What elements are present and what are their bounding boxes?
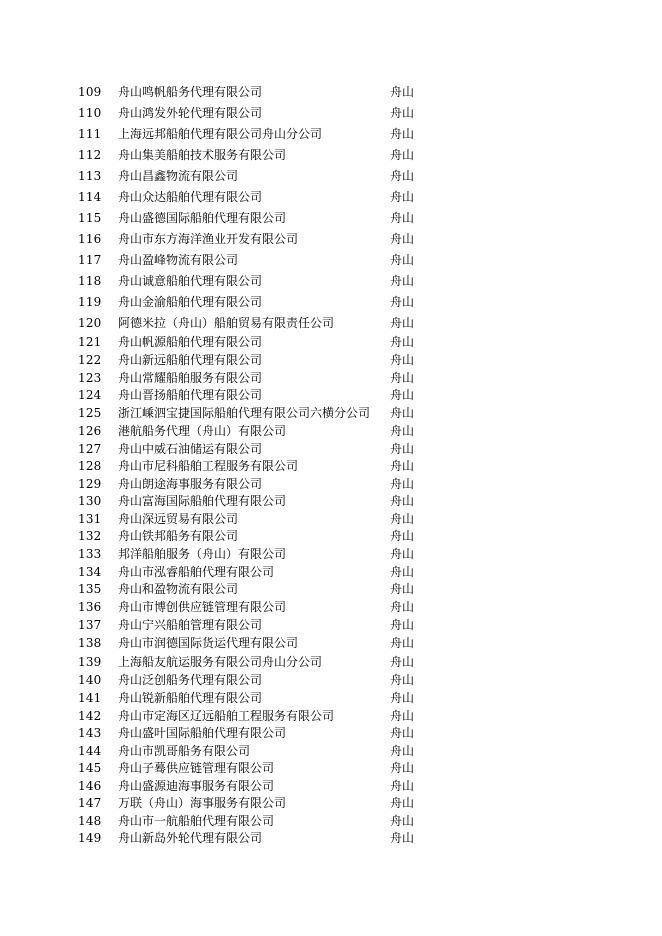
city: 舟山: [390, 796, 415, 810]
row-number: 122: [78, 353, 102, 367]
city: 舟山: [390, 529, 415, 543]
company-name: 舟山市凯哥船务有限公司: [118, 744, 251, 758]
city: 舟山: [390, 371, 415, 385]
row-number: 131: [78, 512, 102, 526]
table-row: [0, 794, 662, 812]
table-row: [0, 167, 662, 185]
table-row: [0, 510, 662, 528]
row-number: 139: [78, 655, 102, 669]
table-row: [0, 404, 662, 422]
city: 舟山: [390, 424, 415, 438]
table-row: [0, 598, 662, 616]
company-name: 阿德米拉（舟山）船舶贸易有限责任公司: [118, 316, 335, 330]
city: 舟山: [390, 744, 415, 758]
company-name: 舟山市定海区辽远船舶工程服务有限公司: [118, 709, 335, 723]
city: 舟山: [390, 406, 415, 420]
row-number: 138: [78, 636, 102, 650]
city: 舟山: [390, 211, 415, 225]
city: 舟山: [390, 148, 415, 162]
row-number: 114: [78, 190, 102, 204]
row-number: 135: [78, 582, 102, 596]
company-name: 舟山泛创船务代理有限公司: [118, 673, 263, 687]
row-number: 112: [78, 148, 102, 162]
row-number: 133: [78, 547, 102, 561]
company-name: 舟山子蓦供应链管理有限公司: [118, 761, 275, 775]
city: 舟山: [390, 709, 415, 723]
row-number: 124: [78, 388, 102, 402]
row-number: 117: [78, 253, 102, 267]
company-name: 舟山锐新船舶代理有限公司: [118, 691, 263, 705]
company-name: 浙江嵊泗宝捷国际船舶代理有限公司六横分公司: [118, 406, 371, 420]
company-name: 舟山鸣帆船务代理有限公司: [118, 85, 263, 99]
row-number: 148: [78, 814, 102, 828]
company-name: 舟山市泓睿船舶代理有限公司: [118, 565, 275, 579]
city: 舟山: [390, 618, 415, 632]
row-number: 149: [78, 831, 102, 845]
table-row: [0, 369, 662, 387]
table-row: [0, 333, 662, 351]
table-row: [0, 829, 662, 847]
city: 舟山: [390, 673, 415, 687]
company-name: 舟山盈峰物流有限公司: [118, 253, 239, 267]
company-name: 舟山朗途海事服务有限公司: [118, 477, 263, 491]
city: 舟山: [390, 442, 415, 456]
table-row: [0, 616, 662, 634]
row-number: 118: [78, 274, 102, 288]
row-number: 127: [78, 442, 102, 456]
table-row: [0, 104, 662, 122]
table-row: [0, 457, 662, 475]
table-row: [0, 707, 662, 725]
company-name: 舟山和盈物流有限公司: [118, 582, 239, 596]
city: 舟山: [390, 636, 415, 650]
row-number: 109: [78, 85, 102, 99]
table-row: [0, 293, 662, 311]
company-name: 舟山市博创供应链管理有限公司: [118, 600, 287, 614]
row-number: 143: [78, 726, 102, 740]
table-row: [0, 272, 662, 290]
table-row: [0, 724, 662, 742]
table-row: [0, 422, 662, 440]
company-name: 邦洋船舶服务（舟山）有限公司: [118, 547, 287, 561]
table-row: [0, 492, 662, 510]
company-name: 上海远邦船舶代理有限公司舟山分公司: [118, 127, 323, 141]
company-name: 舟山众达船舶代理有限公司: [118, 190, 263, 204]
table-row: [0, 83, 662, 101]
city: 舟山: [390, 106, 415, 120]
company-name: 舟山金渝船舶代理有限公司: [118, 295, 263, 309]
row-number: 134: [78, 565, 102, 579]
row-number: 144: [78, 744, 102, 758]
table-row: [0, 314, 662, 332]
row-number: 119: [78, 295, 102, 309]
company-name: 舟山新岛外轮代理有限公司: [118, 831, 263, 845]
company-name: 舟山市东方海洋渔业开发有限公司: [118, 232, 299, 246]
city: 舟山: [390, 274, 415, 288]
company-name: 舟山市尼科船舶工程服务有限公司: [118, 459, 299, 473]
city: 舟山: [390, 190, 415, 204]
table-row: [0, 125, 662, 143]
company-name: 舟山市润德国际货运代理有限公司: [118, 636, 299, 650]
company-name: 舟山中威石油储运有限公司: [118, 442, 263, 456]
company-name: 舟山富海国际船舶代理有限公司: [118, 494, 287, 508]
table-row: [0, 634, 662, 652]
table-row: [0, 777, 662, 795]
company-name: 舟山铁邦船务有限公司: [118, 529, 239, 543]
company-name: 舟山鸿发外轮代理有限公司: [118, 106, 263, 120]
city: 舟山: [390, 316, 415, 330]
row-number: 113: [78, 169, 102, 183]
company-name: 舟山盛叶国际船舶代理有限公司: [118, 726, 287, 740]
row-number: 142: [78, 709, 102, 723]
city: 舟山: [390, 459, 415, 473]
city: 舟山: [390, 600, 415, 614]
table-row: [0, 386, 662, 404]
company-name: 舟山宁兴船舶管理有限公司: [118, 618, 263, 632]
company-name: 上海船友航运服务有限公司舟山分公司: [118, 655, 323, 669]
table-row: [0, 759, 662, 777]
table-row: [0, 251, 662, 269]
city: 舟山: [390, 582, 415, 596]
city: 舟山: [390, 477, 415, 491]
table-row: [0, 580, 662, 598]
city: 舟山: [390, 335, 415, 349]
city: 舟山: [390, 512, 415, 526]
row-number: 120: [78, 316, 102, 330]
company-name: 港航船务代理（舟山）有限公司: [118, 424, 287, 438]
table-row: [0, 653, 662, 671]
city: 舟山: [390, 232, 415, 246]
row-number: 126: [78, 424, 102, 438]
table-row: [0, 742, 662, 760]
company-name: 万联（舟山）海事服务有限公司: [118, 796, 287, 810]
table-row: [0, 812, 662, 830]
row-number: 123: [78, 371, 102, 385]
city: 舟山: [390, 494, 415, 508]
row-number: 111: [78, 127, 102, 141]
row-number: 137: [78, 618, 102, 632]
table-row: [0, 475, 662, 493]
table-row: [0, 230, 662, 248]
company-name: 舟山市一航船舶代理有限公司: [118, 814, 275, 828]
city: 舟山: [390, 388, 415, 402]
company-name: 舟山深远贸易有限公司: [118, 512, 239, 526]
row-number: 129: [78, 477, 102, 491]
row-number: 147: [78, 796, 102, 810]
row-number: 110: [78, 106, 102, 120]
company-name: 舟山新远船舶代理有限公司: [118, 353, 263, 367]
table-row: [0, 209, 662, 227]
row-number: 125: [78, 406, 102, 420]
city: 舟山: [390, 85, 415, 99]
city: 舟山: [390, 655, 415, 669]
city: 舟山: [390, 761, 415, 775]
city: 舟山: [390, 814, 415, 828]
row-number: 128: [78, 459, 102, 473]
company-name: 舟山集美船舶技术服务有限公司: [118, 148, 287, 162]
table-row: [0, 689, 662, 707]
row-number: 132: [78, 529, 102, 543]
city: 舟山: [390, 295, 415, 309]
table-row: [0, 545, 662, 563]
row-number: 121: [78, 335, 102, 349]
table-row: [0, 188, 662, 206]
company-name: 舟山帆源船舶代理有限公司: [118, 335, 263, 349]
city: 舟山: [390, 831, 415, 845]
city: 舟山: [390, 253, 415, 267]
city: 舟山: [390, 726, 415, 740]
city: 舟山: [390, 547, 415, 561]
row-number: 116: [78, 232, 102, 246]
city: 舟山: [390, 779, 415, 793]
city: 舟山: [390, 169, 415, 183]
table-row: [0, 146, 662, 164]
company-name: 舟山昌鑫物流有限公司: [118, 169, 239, 183]
company-name: 舟山晋扬船舶代理有限公司: [118, 388, 263, 402]
table-row: [0, 563, 662, 581]
company-name: 舟山盛源迪海事服务有限公司: [118, 779, 275, 793]
company-name: 舟山诚意船舶代理有限公司: [118, 274, 263, 288]
city: 舟山: [390, 353, 415, 367]
table-row: [0, 671, 662, 689]
row-number: 115: [78, 211, 102, 225]
company-name: 舟山盛德国际船舶代理有限公司: [118, 211, 287, 225]
city: 舟山: [390, 691, 415, 705]
city: 舟山: [390, 127, 415, 141]
row-number: 141: [78, 691, 102, 705]
company-name: 舟山常耀船舶服务有限公司: [118, 371, 263, 385]
table-row: [0, 351, 662, 369]
table-row: [0, 527, 662, 545]
table-row: [0, 440, 662, 458]
row-number: 130: [78, 494, 102, 508]
city: 舟山: [390, 565, 415, 579]
row-number: 145: [78, 761, 102, 775]
row-number: 140: [78, 673, 102, 687]
row-number: 146: [78, 779, 102, 793]
row-number: 136: [78, 600, 102, 614]
